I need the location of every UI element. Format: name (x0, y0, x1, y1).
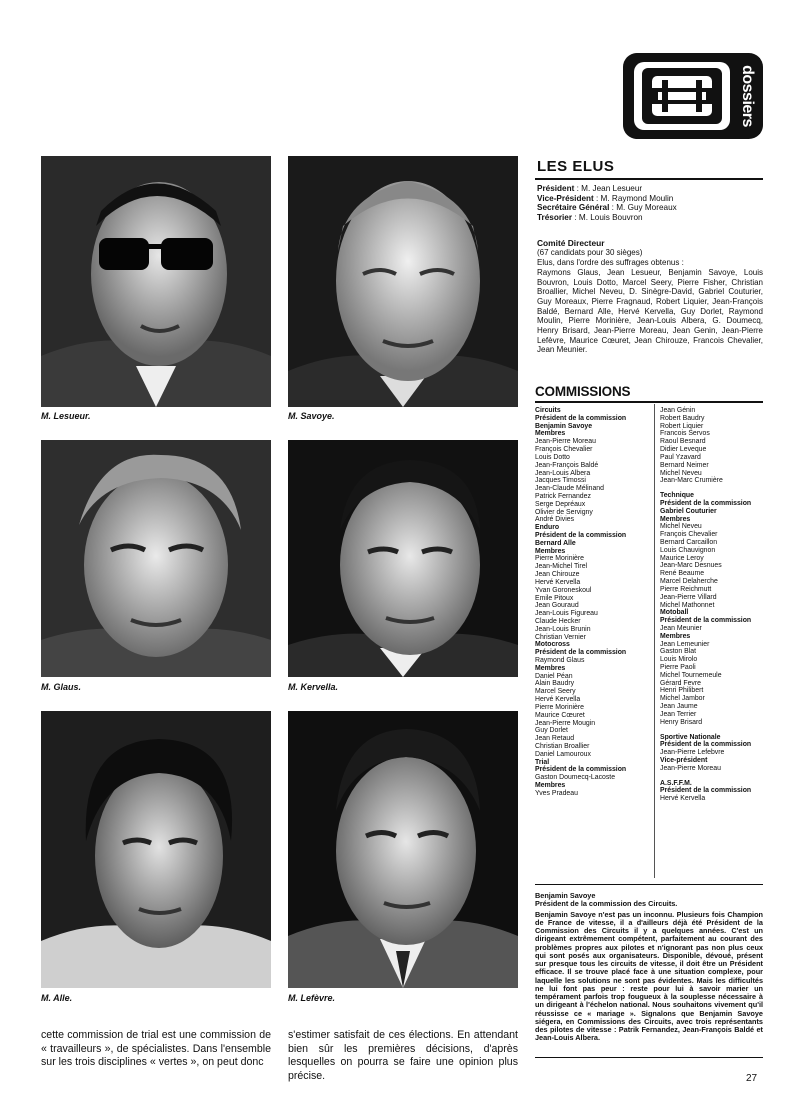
vice-president-value: : M. Raymond Moulin (593, 193, 674, 203)
commission-line: Trial (535, 758, 550, 766)
commission-line: Membres (535, 430, 566, 438)
commission-line: Benjamin Savoye (535, 422, 593, 430)
commission-line: Jean-Pierre Moreau (660, 764, 721, 772)
commission-line: Enduro (535, 524, 560, 532)
tresorier-label: Trésorier (537, 212, 573, 222)
commission-line: Président de la commission (660, 617, 752, 625)
commission-line: Michel Jambor (660, 695, 705, 703)
commission-line: Président de la commission (535, 766, 627, 774)
portrait-lesueur (41, 156, 271, 407)
commission-line: Jean-Marc Crumière (660, 477, 723, 485)
article-text-col2: s'estimer satisfait de ces élections. En attendant bien sûr les premières décisions, d'après lesquelles on pourra se faire une opinion plus précise. (288, 1029, 518, 1082)
commission-line: Jean Retaud (535, 735, 575, 743)
commission-line: Sportive Nationale (660, 733, 721, 741)
commission-line: Gérard Fevre (660, 679, 701, 687)
commission-line: Henry Brisard (660, 718, 703, 726)
savoye-box (535, 892, 763, 1043)
comite-sub-order: Elus, dans l'ordre des suffrages obtenus : (537, 257, 684, 267)
comite-subtitle (537, 248, 763, 267)
commission-line: Président de la commission (535, 649, 627, 657)
commission-line: Circuits (535, 407, 561, 414)
commission-line: Président de la commission (660, 741, 752, 749)
commission-line: Robert Liquier (660, 422, 704, 430)
commissions-title: COMMISSIONS (535, 384, 631, 399)
commission-line: Olivier de Servigny (535, 508, 593, 516)
commission-line: Emile Pitoux (535, 594, 574, 602)
commission-line: Michel Tournemeule (660, 671, 722, 679)
commission-line: Jean Jaume (660, 703, 698, 711)
commission-line: Membres (535, 664, 566, 672)
dossiers-logo-text-wrap (736, 58, 758, 134)
photo-glaus (41, 440, 271, 677)
commission-line: Jean-Louis Brunin (535, 625, 591, 633)
commission-line: Jean-Pierre Villard (660, 593, 717, 601)
commission-line: Motoball (660, 609, 689, 617)
photo-savoye (288, 156, 518, 407)
caption-glaus: M. Glaus. (41, 682, 82, 692)
portrait-savoye (288, 156, 518, 407)
commission-line: Yvan Goroneskoul (535, 586, 592, 594)
secretaire-line (537, 203, 763, 213)
commission-line: Vice-président (660, 756, 708, 764)
savoye-box-head-role: Président de la commission des Circuits. (535, 899, 678, 909)
commission-line: Président de la commission (660, 787, 752, 795)
commission-line: Motocross (535, 641, 570, 649)
president-line (537, 184, 763, 194)
commission-line: Henri Philibert (660, 687, 704, 695)
commission-line: Jean-Michel Tirel (535, 563, 588, 571)
officers-block (537, 184, 763, 222)
commission-line: Robert Baudry (660, 414, 705, 422)
savoye-box-body: Benjamin Savoye n'est pas un inconnu. Plusieurs fois Champion de France de vitesse, il a d'ailleurs déjà été Président de la Commission des Circuits il y a quelques années. C'est un dirigeant extrêmement compétent, parfaitement au courant des problèmes propres aux pilotes et n'ignorant pas non plus ceux qui sont posés aux organisateurs. Disponible, dévoué, présent sur presque tous les circuits de vitesse, il doit être un Président efficace. Il se trouve placé face à une situation complexe, pour laquelle les solutions ne sont pas évidentes. Mais les difficultés ne lui font pas peur : reste pour lui à savoir marier un tempérament parfois trop fougueux à la souplesse nécessaire à un dirigeant à l'échelon national. Nous souhaitons vivement qu'il réussisse ce « mariage ». Signalons que Benjamin Savoye siégera, en Commissions des Circuits, avec trois représentants des pilotes de vitesse : Patrik Fernandez, Jean-François Baldé et Jean-Louis Albera. (535, 909, 763, 1043)
commission-line: Guy Dorlet (535, 727, 568, 735)
secretaire-value: : M. Guy Moreaux (609, 203, 677, 213)
commission-line: Hervé Kervella (535, 696, 581, 704)
commission-line: Didier Leveque (660, 446, 707, 454)
commission-line: Président de la commission (660, 499, 752, 507)
commission-line: Jean Génin (660, 407, 696, 414)
commission-line: Membres (535, 782, 566, 789)
tresorier-value: : M. Louis Bouvron (572, 212, 643, 222)
commission-line: Louis Chauvignon (660, 546, 716, 554)
commission-line: Jean-Claude Mélinand (535, 485, 604, 493)
elus-title: LES ELUS (537, 158, 615, 175)
commission-line: Maurice Cœuret (535, 711, 585, 719)
commission-line: Jean-François Baldé (535, 461, 599, 469)
article-text-col1: cette commission de trial est une commission de « travailleurs », de spécialistes. Dans l'ensemble sur les trois disciplines « vertes », on peut donc (41, 1029, 271, 1068)
commission-line: François Chevalier (660, 531, 718, 539)
commission-line: Bernard Neimer (660, 461, 709, 469)
commission-line: Pierre Morinière (535, 703, 585, 711)
commission-line: Pierre Paoli (660, 664, 696, 671)
commission-line: Jean-Pierre Mougin (535, 719, 596, 727)
commission-line: Hervé Kervella (535, 578, 581, 586)
tresorier-line (537, 213, 763, 223)
commission-line: Président de la commission (535, 532, 627, 539)
comite-list: Raymons Glaus, Jean Lesueur, Benjamin Savoye, Louis Bouvron, Louis Dotto, Marcel Seery, Pierre Fisher, Christian Broallier, Michel Neveu, D. Sinègre-David, Gabriel Couturier, Guy Moreaux, Pierre Fragnaud, Robert Liquier, Jean-François Baldé, Bernard Alle, Hervé Kervella, Guy Dorlet, Raymond Moulin, Pierre Morinière, Jean-Louis Albera, G. Doumecq, Henry Brisard, Jean-Pierre Moreau, Jean Genin, Jean-Pierre Lefèvre, Maurice Cœuret, Jean Chirouze, Francois Chevalier, Jean Meunier. (537, 268, 763, 355)
commission-line: André Divies (535, 516, 575, 524)
commission-line: Bernard Alle (535, 539, 576, 547)
vice-president-label: Vice-Président (537, 193, 594, 203)
commission-line: Pierre Morinière (535, 555, 585, 563)
savoye-box-head-name: Benjamin Savoye (535, 891, 596, 900)
vice-president-line (537, 194, 763, 204)
elus-rule (535, 178, 763, 180)
commission-line: Jean-Pierre Moreau (535, 438, 596, 446)
commission-line: Louis Mirolo (660, 656, 698, 664)
president-label: Président (537, 184, 575, 193)
commission-line: Membres (660, 632, 691, 640)
commission-line (660, 773, 764, 780)
commission-line: Gaston Doumecq-Lacoste (535, 774, 616, 782)
portrait-lefevre (288, 711, 518, 988)
commission-line: Christian Vernier (535, 633, 586, 641)
commission-line: François Chevalier (535, 446, 593, 454)
commission-line: Gaston Blat (660, 648, 697, 656)
commission-line: Serge Depréaux (535, 500, 586, 508)
commission-line: Raymond Glaus (535, 657, 585, 664)
commission-line: Jean-Louis Albera (535, 469, 591, 477)
commission-line: Président de la commission (535, 414, 627, 422)
commission-line: Daniel Péan (535, 672, 573, 680)
commission-line (660, 727, 764, 734)
commission-line: Raoul Besnard (660, 438, 706, 446)
commission-line: Jean Chirouze (535, 571, 580, 579)
caption-savoye: M. Savoye. (288, 411, 335, 421)
commission-line: Jean Meunier (660, 624, 702, 632)
commission-line: Jean-Louis Figureau (535, 610, 598, 618)
dossiers-logo (622, 52, 764, 140)
commission-line: Michel Neveu (660, 469, 702, 477)
secretaire-label: Secrétaire Général (537, 203, 610, 213)
commission-line: Michel Mathonnet (660, 601, 715, 609)
commission-line: Marcel Seery (535, 688, 576, 696)
commission-line: Bernard Carcaillon (660, 539, 718, 546)
portrait-glaus (41, 440, 271, 677)
commission-line: René Beaume (660, 570, 705, 578)
comite-sub-seats: (67 candidats pour 30 sièges) (537, 248, 643, 257)
portrait-alle (41, 711, 271, 988)
commission-line: Francois Servos (660, 430, 710, 438)
commission-line: Pierre Reichmutt (660, 585, 712, 593)
commission-line: Jean Gouraud (535, 602, 579, 610)
commission-line: Maurice Leroy (660, 554, 704, 562)
commission-line: Claude Hecker (535, 617, 581, 625)
commission-line: Paul Yzavard (660, 453, 701, 461)
commission-line: Gabriel Couturier (660, 507, 717, 515)
commission-line: Patrick Fernandez (535, 492, 591, 500)
photo-alle (41, 711, 271, 988)
commission-line: Jean Terrier (660, 710, 697, 718)
commission-line: Jacques Timossi (535, 477, 586, 485)
box-top-rule (535, 884, 763, 885)
caption-lefevre: M. Lefèvre. (288, 993, 336, 1003)
caption-lesueur: M. Lesueur. (41, 411, 91, 421)
commission-line: Membres (660, 515, 691, 523)
caption-kervella: M. Kervella. (288, 682, 339, 692)
commission-line: Christian Broallier (535, 742, 590, 750)
commission-line: Louis Dotto (535, 453, 570, 461)
commission-line: Yves Pradeau (535, 789, 578, 797)
commission-line: Alain Baudry (535, 680, 575, 688)
commissions-right-column (660, 407, 764, 803)
president-value: : M. Jean Lesueur (574, 184, 643, 193)
photo-lesueur (41, 156, 271, 407)
commission-line: Jean-Pierre Lefebvre (660, 749, 725, 757)
portrait-kervella (288, 440, 518, 677)
photo-lefevre (288, 711, 518, 988)
dossiers-logo-text: dossiers (739, 65, 756, 127)
photo-kervella (288, 440, 518, 677)
box-bottom-rule (535, 1057, 763, 1058)
commission-line: Hervé Kervella (660, 795, 706, 803)
commission-line: Michel Neveu (660, 523, 702, 531)
commission-line: Jean-Marc Desnues (660, 562, 722, 570)
comite-title: Comité Directeur (537, 238, 605, 248)
commission-line (660, 485, 764, 492)
page-number: 27 (746, 1073, 758, 1084)
commission-line: Daniel Lamouroux (535, 750, 591, 758)
caption-alle: M. Alle. (41, 993, 73, 1003)
commissions-left-column (535, 407, 653, 798)
commissions-rule (535, 401, 763, 403)
commission-line: Technique (660, 492, 694, 500)
commission-line: Jean Lemeunier (660, 640, 710, 648)
commission-line: Marcel Delaherche (660, 578, 718, 586)
commission-line: Membres (535, 547, 566, 555)
commissions-column-divider (654, 404, 655, 878)
commission-line: A.S.F.F.M. (660, 779, 692, 787)
